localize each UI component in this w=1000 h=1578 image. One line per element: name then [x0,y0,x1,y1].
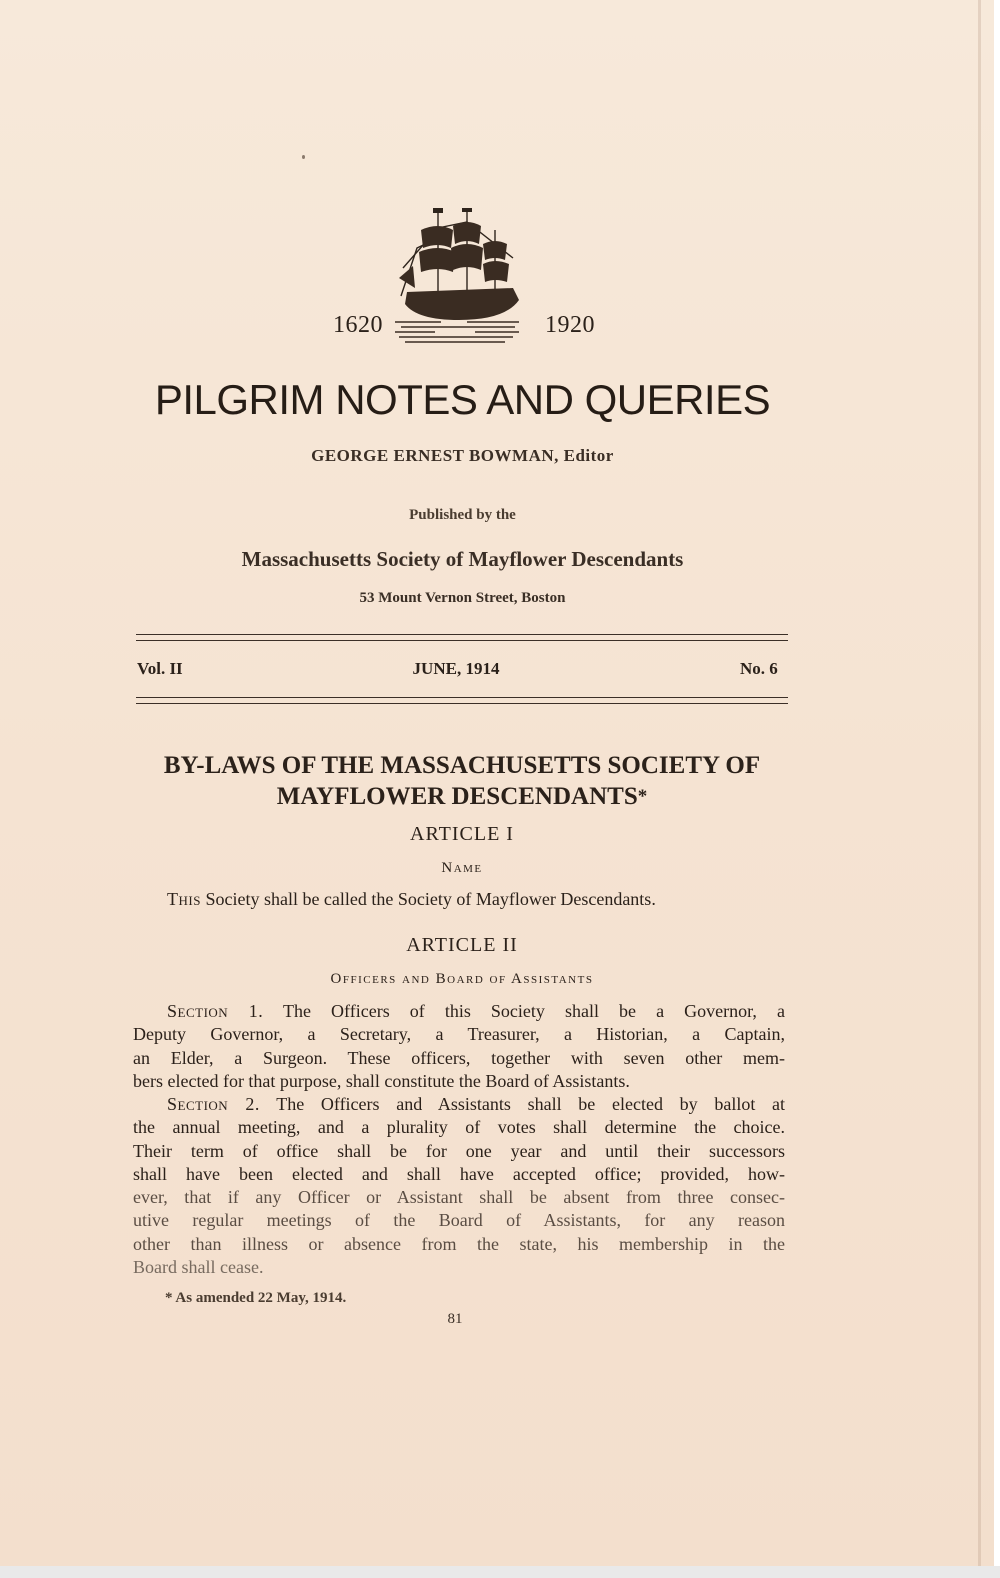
journal-title: PILGRIM NOTES AND QUERIES [154,376,771,423]
article-2-subheading: Officers and Board of Assistants [330,971,594,987]
footnote: * As amended 22 May, 1914. [165,1290,347,1306]
ink-speck [302,155,305,159]
article-1-subheading: Name [441,860,483,876]
paragraph-line: Board shall cease. [133,1257,264,1278]
article-title-line: BY-LAWS OF THE MASSACHUSETTS SOCIETY OF [163,752,761,779]
paragraph-line: Deputy Governor, a Secretary, a Treasurer, a Historian, a Captain, [133,1024,785,1045]
divider-rule [136,640,788,641]
lead-word: This [167,889,201,909]
divider-rule [136,697,788,698]
section-1-paragraph [133,1000,785,1093]
article-title [0,750,924,812]
issue-number: No. 6 [740,659,778,678]
page-edge [978,0,981,1566]
section-label: Section 1. [167,1001,264,1021]
article-title-line [0,781,924,812]
paragraph-line: the annual meeting, and a plurality of votes shall determine the choice. [133,1117,785,1138]
footnote-marker: * [637,786,648,807]
article-1-sentence: Society shall be called the Society of Mayflower Descendants. [200,889,656,909]
ship-icon [395,208,525,346]
paragraph-line: Section 2. The Officers and Assistants shall be elected by ballot at [167,1094,785,1114]
section-2-paragraph [133,1093,785,1279]
year-end: 1920 [545,312,595,338]
publisher-society: Massachusetts Society of Mayflower Descendants [241,547,684,571]
publisher-address: 53 Mount Vernon Street, Boston [359,590,566,606]
paragraph-line: shall have been elected and shall have accepted office; provided, how- [133,1163,785,1184]
divider-rule [136,634,788,635]
article-1-text [167,889,656,910]
volume-label: Vol. II [137,659,183,678]
page-number: 81 [447,1311,463,1327]
scan-margin-bottom [0,1566,1000,1578]
paragraph-line: other than illness or absence from the state, his membership in the [133,1233,785,1254]
published-by: Published by the [409,507,516,523]
paragraph-line: Section 1. The Officers of this Society shall be a Governor, a [167,1001,786,1021]
article-1-heading: ARTICLE I [410,823,514,845]
paragraph-line: ever, that if any Officer or Assistant shall be absent from three consec- [133,1187,785,1208]
paragraph-line: utive regular meetings of the Board of Assistants, for any reason [133,1210,785,1231]
article-2-heading: ARTICLE II [406,934,518,956]
paragraph-line: Their term of office shall be for one year and until their successors [133,1140,785,1161]
paragraph-line: an Elder, a Surgeon. These officers, together with seven other mem- [133,1047,785,1068]
section-label: Section 2. [167,1094,260,1114]
divider-rule [136,703,788,704]
paragraph-line: bers elected for that purpose, shall constitute the Board of Assistants. [133,1070,630,1091]
issue-date: JUNE, 1914 [412,659,500,678]
article-title-text: MAYFLOWER DESCENDANTS [276,783,638,810]
year-start: 1620 [333,312,383,338]
editor-line: GEORGE ERNEST BOWMAN, Editor [311,446,614,465]
scan-margin-right [994,0,1000,1578]
